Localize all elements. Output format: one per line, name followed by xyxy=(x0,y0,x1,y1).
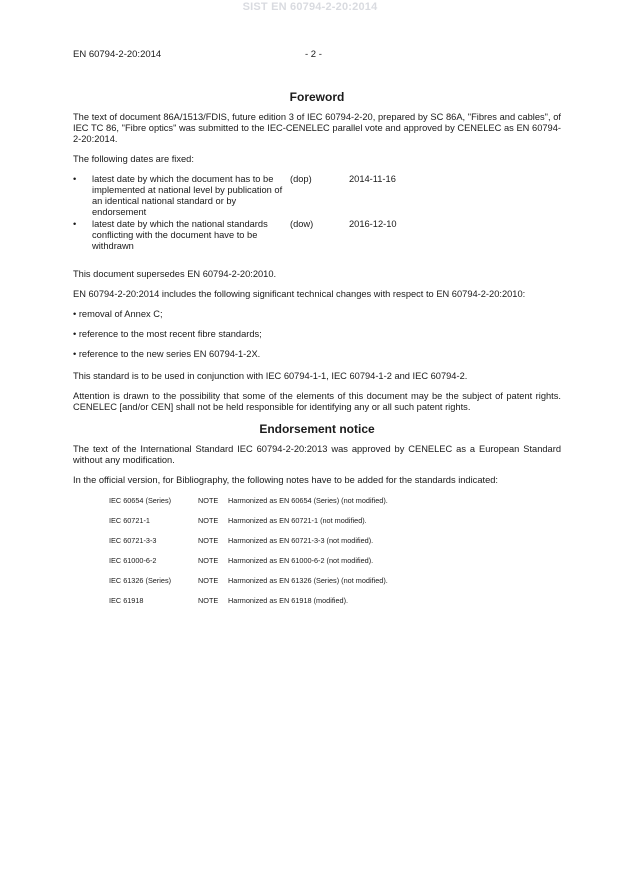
note-standard: IEC 61918 xyxy=(109,596,144,605)
note-standard: IEC 60654 (Series) xyxy=(109,496,172,505)
date-code: (dow) xyxy=(290,219,314,229)
date-value: 2014-11-16 xyxy=(349,174,396,184)
bullet: • xyxy=(73,219,77,229)
change-item: • reference to the new series EN 60794-1-2X. xyxy=(73,349,261,359)
note-label: NOTE xyxy=(198,536,219,545)
note-row xyxy=(109,575,561,595)
note-text: Harmonized as EN 60721-1 (not modified). xyxy=(228,516,367,525)
note-row xyxy=(109,495,561,515)
note-standard: IEC 60721-1 xyxy=(109,516,150,525)
date-description: latest date by which the national standards conflicting with the document have to be withdrawn xyxy=(92,219,268,251)
note-standard: IEC 60721-3-3 xyxy=(109,536,157,545)
date-code: (dop) xyxy=(290,174,312,184)
note-label: NOTE xyxy=(198,556,219,565)
document-body xyxy=(73,90,561,615)
date-description: latest date by which the document has to be implemented at national level by publication of an identical national standard or by endorsement xyxy=(92,174,283,217)
date-value: 2016-12-10 xyxy=(349,219,397,229)
header-page-number: - 2 - xyxy=(305,49,322,60)
date-row-dop xyxy=(73,174,561,218)
watermark: SIST EN 60794-2-20:2014 xyxy=(242,1,378,13)
note-row xyxy=(109,595,561,615)
endorsement-heading: Endorsement notice xyxy=(259,422,375,436)
changes-intro: EN 60794-2-20:2014 includes the following significant technical changes with respect to EN 60794-2-20:2010: xyxy=(73,289,526,299)
foreword-paragraph: The text of document 86A/1513/FDIS, future edition 3 of IEC 60794-2-20, prepared by SC 86A, "Fibres and cables", of IEC TC 86, "Fibre optics" was submitted to the IEC-CENELEC parallel vote and approved by CENELEC as EN 60794-2-20:2014. xyxy=(73,112,561,144)
note-label: NOTE xyxy=(198,516,219,525)
note-label: NOTE xyxy=(198,576,219,585)
conjunction-paragraph: This standard is to be used in conjunction with IEC 60794-1-1, IEC 60794-1-2 and IEC 60794-2. xyxy=(73,371,468,381)
note-text: Harmonized as EN 61918 (modified). xyxy=(228,596,349,605)
change-item: • reference to the most recent fibre standards; xyxy=(73,329,262,339)
note-standard: IEC 61326 (Series) xyxy=(109,576,172,585)
date-row-dow xyxy=(73,219,561,252)
header-document-id: EN 60794-2-20:2014 xyxy=(73,49,162,60)
bibliography-intro: In the official version, for Bibliography, the following notes have to be added for the standards indicated: xyxy=(73,475,498,485)
note-label: NOTE xyxy=(198,596,219,605)
bullet: • xyxy=(73,174,77,184)
note-text: Harmonized as EN 60721-3-3 (not modified). xyxy=(228,536,374,545)
note-text: Harmonized as EN 61000-6-2 (not modified). xyxy=(228,556,374,565)
note-text: Harmonized as EN 61326 (Series) (not modified). xyxy=(228,576,388,585)
note-text: Harmonized as EN 60654 (Series) (not modified). xyxy=(228,496,388,505)
note-row xyxy=(109,515,561,535)
dates-list xyxy=(73,174,561,252)
dates-intro: The following dates are fixed: xyxy=(73,154,194,164)
note-row xyxy=(109,555,561,575)
change-item: • removal of Annex C; xyxy=(73,309,163,319)
foreword-heading: Foreword xyxy=(289,90,345,104)
note-standard: IEC 61000-6-2 xyxy=(109,556,157,565)
patent-paragraph: Attention is drawn to the possibility that some of the elements of this document may be the subject of patent rights. CENELEC [and/or CEN] shall not be held responsible for identifying any or all such patent rights. xyxy=(73,391,561,412)
endorsement-paragraph: The text of the International Standard IEC 60794-2-20:2013 was approved by CENELEC as a European Standard without any modification. xyxy=(73,444,561,465)
note-label: NOTE xyxy=(198,496,219,505)
supersedes-paragraph: This document supersedes EN 60794-2-20:2010. xyxy=(73,269,277,279)
note-row xyxy=(109,535,561,555)
bibliography-notes xyxy=(109,495,561,615)
